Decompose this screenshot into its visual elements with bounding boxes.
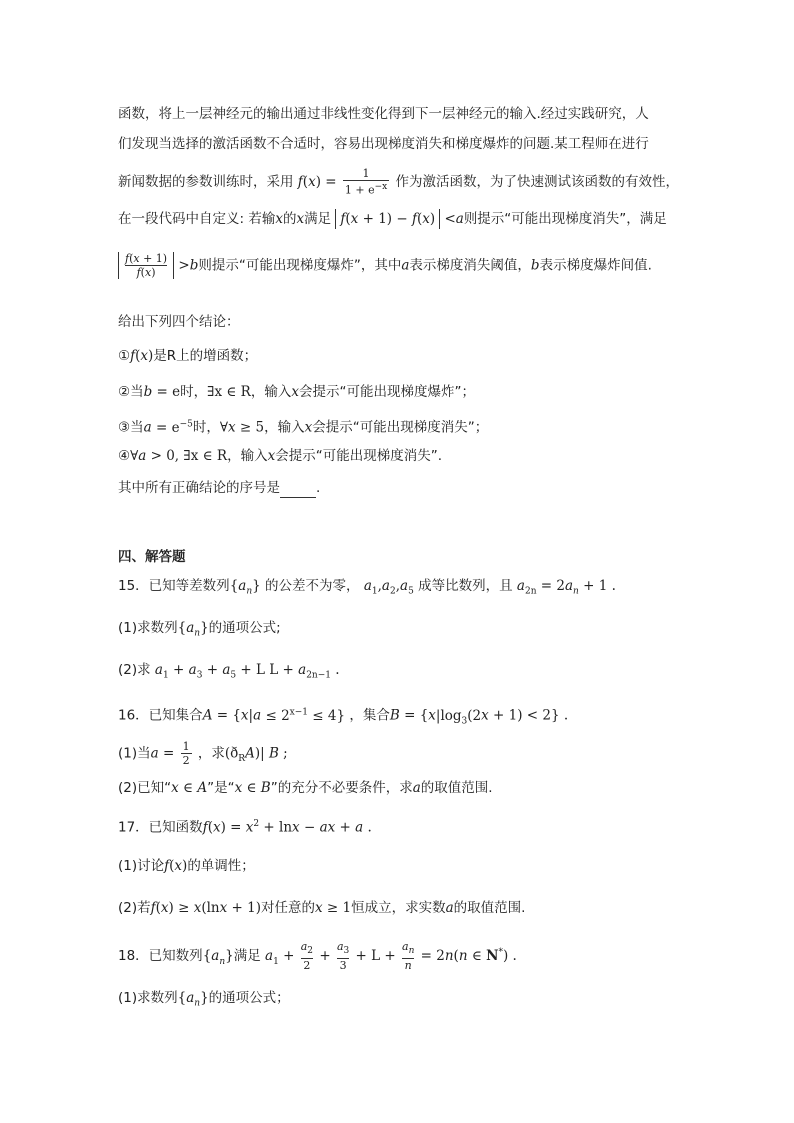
text-line: 给出下列四个结论： (118, 314, 240, 330)
conclusion-2: ②当b = e时，∃x ∈ R，输入x会提示“可能出现梯度爆炸”； (118, 384, 475, 400)
text-line: 们发现当选择的激活函数不合适时，容易出现梯度消失和梯度爆炸的问题.某工程师在进行 (118, 136, 649, 152)
question-15: 15．已知等差数列$\{a_n\}$ 的公差不为零， $a_1,a_2,a_5$ 成等比数列，且 $a_{2n} = 2a_n + 1$ . (118, 578, 616, 597)
fraction: $\frac{1}{1 + e^{-x}}$ (344, 167, 388, 197)
text-line: 在一段代码中自定义: 若输x的x满足 f(x + 1) − f(x) <a则提示“可能出现梯度消失”，满足 (118, 211, 667, 227)
question-18: 18．已知数列$\{a_n\}$满足 $a_1$ + $\frac{a_2}{2}$ + $\frac{a_3}{3}$ + L + $\frac{a_n}{n}$ = 2n(n ∈ N*) . (118, 940, 517, 973)
conclusion-1: ①f(x)是R上的增函数； (118, 348, 258, 364)
question-17-part-1: (1)讨论f(x)的单调性； (118, 858, 255, 874)
conclusion-4: ④∀a > 0, ∃x ∈ R，输入x会提示“可能出现梯度消失”. (118, 448, 442, 464)
question-16: 16．已知集合$A = \{x|a \le 2^{x-1} \le 4\}$ ，集合$B = \{x|\log_3(2x + 1) < 2\}$ . (118, 707, 569, 727)
question-16-part-1: (1)当a = $\frac{1}{2}$ ，求$(ð_RA)|$ B ; (118, 740, 288, 767)
question-15-part-2: (2)求 $a_1 + a_3 + a_5 + L$ $L + a_{2n-1}$ . (118, 662, 340, 681)
question-18-part-1: (1)求数列$\{a_n\}$的通项公式； (118, 990, 290, 1009)
formula: f (297, 173, 303, 190)
answer-blank (280, 483, 316, 498)
section-heading: 四、解答题 (118, 549, 186, 565)
question-17: 17．已知函数$f(x) = x^2 + \ln x$ − ax + a . (118, 819, 372, 836)
text-line: 新闻数据的参数训练时，采用 f(x) = $\frac{1}{1 + e^{-x}}$ 作为激活函数，为了快速测试该函数的有效性， (118, 167, 680, 197)
question-16-part-2: (2)已知“x ∈ A”是“x ∈ B”的充分不必要条件，求a的取值范围. (118, 780, 493, 796)
question-17-part-2: (2)若f(x) ≥ x(lnx + 1)对任意的x ≥ 1恒成立，求实数a的取值范围. (118, 900, 526, 916)
text-line: 函数，将上一层神经元的输出通过非线性变化得到下一层神经元的输入.经过实践研究，人 (118, 106, 649, 122)
text-line: $\frac{f(x + 1)}{f(x)}$ >b则提示“可能出现梯度爆炸”，其中a表示梯度消失阈值，b表示梯度爆炸间值. (118, 252, 652, 279)
text-line: 其中所有正确结论的序号是 . (118, 480, 321, 496)
conclusion-3: ③当$a = e^{-5}$时，∀x ≥ 5，输入x会提示“可能出现梯度消失”； (118, 419, 489, 436)
question-15-part-1: (1)求数列$\{a_n\}$的通项公式; (118, 620, 281, 639)
